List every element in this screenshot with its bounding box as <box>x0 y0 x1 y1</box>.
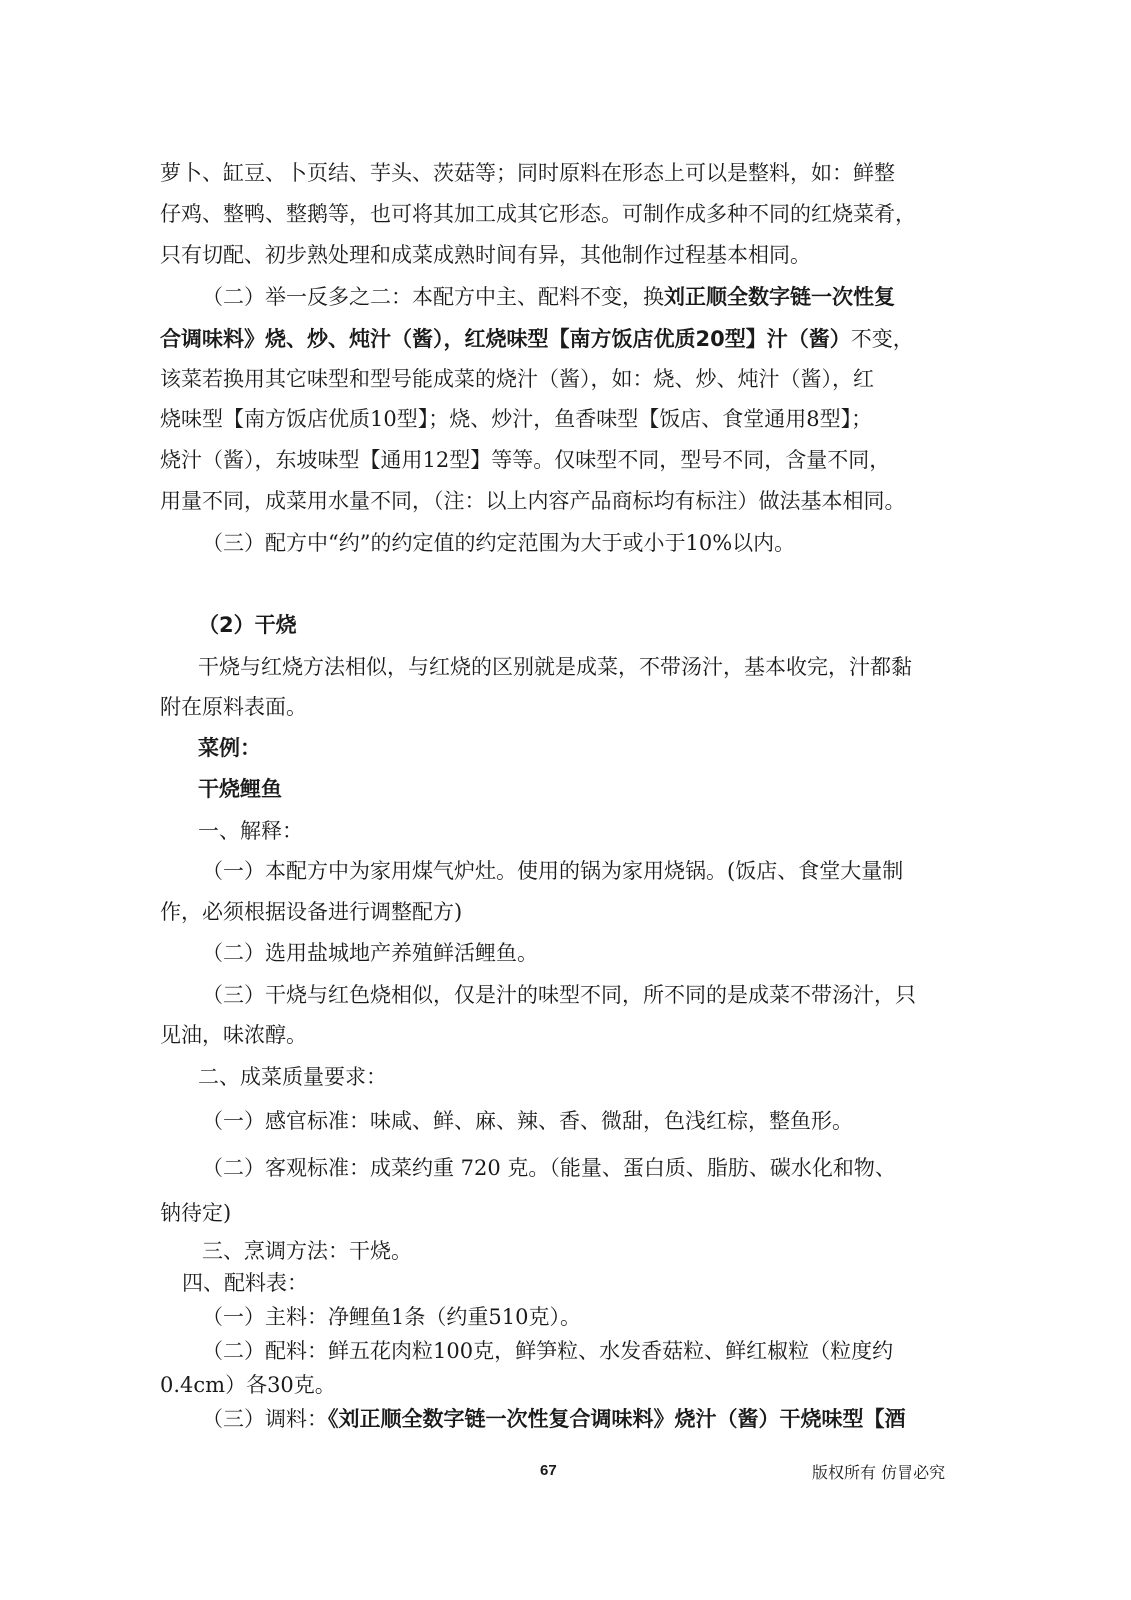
text-line: 干烧与红烧方法相似，与红烧的区别就是成菜，不带汤汁，基本收完，汁都黏 <box>198 655 912 679</box>
text-line: （一）本配方中为家用煤气炉灶。使用的锅为家用烧锅。(饭店、食堂大量制 <box>202 859 904 883</box>
text-line: （二）举一反多之二：本配方中主、配料不变，换刘正顺全数字链一次性复 <box>202 285 895 309</box>
dish-title: 干烧鲤鱼 <box>198 777 282 801</box>
text-line: 一、解释： <box>198 819 303 843</box>
label-dish-example: 菜例： <box>198 736 261 760</box>
page-number: 67 <box>540 1462 557 1479</box>
text-line: 烧汁（酱），东坡味型【通用12型】等等。仅味型不同，型号不同，含量不同， <box>160 448 891 472</box>
text-line: 萝卜、缸豆、卜页结、芋头、茨菇等；同时原料在形态上可以是整料，如：鲜整 <box>160 161 895 185</box>
text-line: 附在原料表面。 <box>160 695 307 719</box>
text-line: （二）选用盐城地产养殖鲜活鲤鱼。 <box>202 941 538 965</box>
text-line: 该菜若换用其它味型和型号能成菜的烧汁（酱），如：烧、炒、炖汁（酱），红 <box>160 367 874 391</box>
text-line: （二）客观标准：成菜约重 720 克。（能量、蛋白质、脂肪、碳水化和物、 <box>202 1156 896 1180</box>
text-line: 二、成菜质量要求： <box>198 1065 387 1089</box>
text-line: （三）干烧与红色烧相似，仅是汁的味型不同，所不同的是成菜不带汤汁，只 <box>202 983 916 1007</box>
text-line: （一）感官标准：味咸、鲜、麻、辣、香、微甜，色浅红棕，整鱼形。 <box>202 1109 853 1133</box>
text-line: （一）主料：净鲤鱼1条（约重510克）。 <box>202 1305 581 1329</box>
text-line: 四、配料表： <box>182 1271 308 1295</box>
text-line: 0.4cm）各30克。 <box>160 1373 336 1397</box>
text-line: 作，必须根据设备进行调整配方) <box>160 900 463 924</box>
text-line: 仔鸡、整鸭、整鹅等，也可将其加工成其它形态。可制作成多种不同的红烧菜肴， <box>160 202 916 226</box>
section-heading: （2）干烧 <box>198 613 297 637</box>
text-line: （三）调料：《刘正顺全数字链一次性复合调味料》烧汁（酱）干烧味型【酒 <box>202 1407 906 1431</box>
text-line: 钠待定) <box>160 1201 232 1225</box>
text-line: 用量不同，成菜用水量不同，（注：以上内容产品商标均有标注）做法基本相同。 <box>160 489 906 513</box>
copyright-notice: 版权所有 仿冒必究 <box>812 1463 946 1482</box>
text-line: （二）配料：鲜五花肉粒100克，鲜笋粒、水发香菇粒、鲜红椒粒（粒度约 <box>202 1339 894 1363</box>
text-line: 见油，味浓醇。 <box>160 1023 307 1047</box>
text-line: 烧味型【南方饭店优质10型】；烧、炒汁，鱼香味型【饭店、食堂通用8型】； <box>160 407 873 431</box>
text-line: 合调味料》烧、炒、炖汁（酱），红烧味型【南方饭店优质20型】汁（酱）不变， <box>160 327 914 351</box>
text-line: 只有切配、初步熟处理和成菜成熟时间有异，其他制作过程基本相同。 <box>160 243 811 267</box>
text-line: 三、烹调方法：干烧。 <box>202 1239 412 1263</box>
text-line: （三）配方中“约”的约定值的约定范围为大于或小于10%以内。 <box>202 531 796 555</box>
